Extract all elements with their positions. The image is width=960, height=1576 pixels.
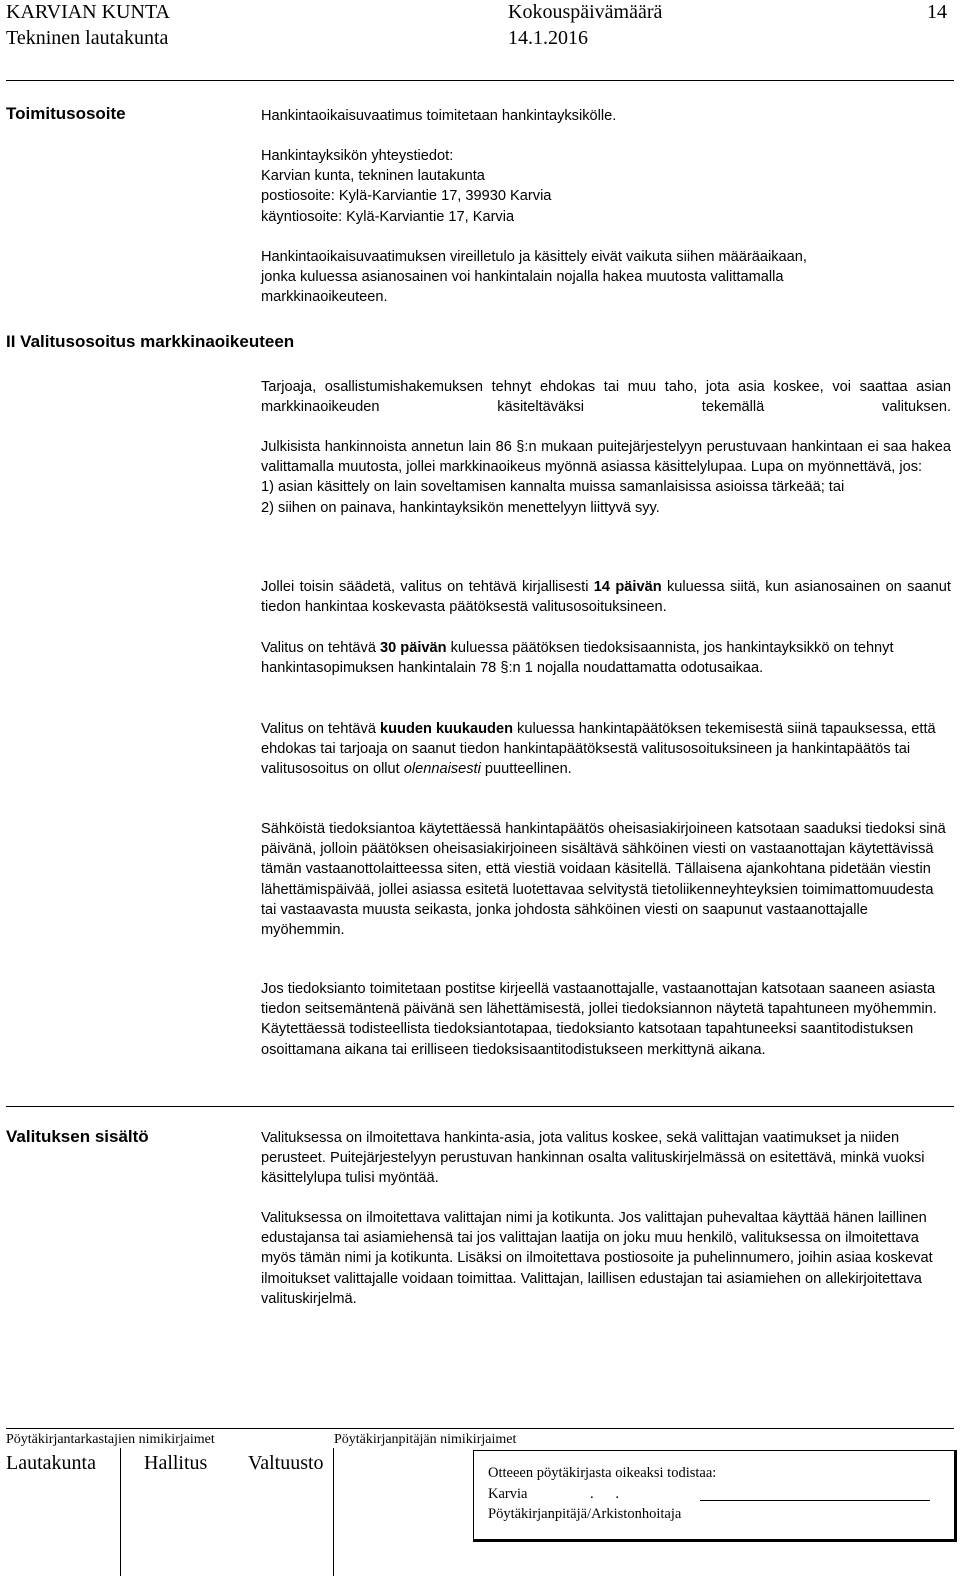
appeal-paragraph-5 — [261, 719, 951, 780]
appeal-condition-1: 1) asian käsittely on lain soveltamisen kannalta muissa samanlaisissa asioissa tärkeää; tai — [261, 479, 845, 496]
appeal-content-paragraph-1: Valituksessa on ilmoitettava hankinta-asia, jota valitus koskee, sekä valittajan vaatimukset ja niiden perusteet. Puitejärjestelyyn perustuvan hankinnan osalta valituskirjelmässä on esitettävä, minkä vuoksi käsittelylupa tulisi myöntää. — [261, 1130, 925, 1187]
certification-text: Otteeen pöytäkirjasta oikeaksi todistaa: — [488, 1465, 717, 1481]
footer-col-board: Lautakunta — [6, 1452, 96, 1474]
appeal-paragraph-2-body: Julkisista hankinnoista annetun lain 86 §:n mukaan puitejärjestelyyn perustuvaan hankintaan ei saa hakea valittamalla muutosta, jollei markkinaoikeus myönnä asiassa käsittelylupaa. Lupa on myönnettävä, jos: — [261, 439, 951, 476]
appeal-paragraph-6: Sähköistä tiedoksiantoa käytettäessä hankintapäätös oheisasiakirjoineen katsotaan saaduksi tiedoksi sinä päivänä, jolloin päätöksen oheisasiakirjoineen sisältävä sähköinen viesti on vastaanottajan käytettävissä tämän vastaanottolaitteessa siten, että viestiä voidaan käsitellä. Tällaisena ajankohtana pidetään viestin lähettämispäivää, jollei asiassa esitetä luotettavaa selvitystä tietoliikenneyhteyksien toimimattomuudesta tai vastaavasta muusta seikasta, jonka johdosta sähköinen viesti on saapunut vastaanottajalle myöhemmin. — [261, 821, 946, 939]
keeper-initials-label: Pöytäkirjanpitäjän nimikirjaimet — [334, 1432, 517, 1447]
section-divider — [6, 1106, 954, 1107]
deadline-14-days: 14 päivän — [593, 579, 662, 595]
header-divider — [6, 80, 954, 81]
contact-line: postiosoite: Kylä-Karviantie 17, 39930 Karvia — [261, 188, 552, 205]
note-line: markkinaoikeuteen. — [261, 289, 388, 306]
signature-line — [700, 1500, 930, 1501]
footer-column-divider — [333, 1448, 334, 1576]
text-span: kuluessa hankintapäätöksen tekemisestä siinä tapauksessa, että ehdokas tai tarjoaja on saanut tiedon hankintapäätöksestä valitusosoituksineen ja hankintapäätös tai valitusosoitus on ollut — [261, 721, 936, 778]
meeting-date: 14.1.2016 — [508, 27, 588, 49]
appeal-condition-2: 2) siihen on painava, hankintayksikön menettelyyn liittyvä syy. — [261, 499, 660, 516]
appeal-paragraph-4 — [261, 638, 951, 678]
delivery-address-label: Toimitusosoite — [6, 104, 126, 123]
appeal-content-paragraph-2: Valituksessa on ilmoitettava valittajan nimi ja kotikunta. Jos valittajan puhevaltaa käyttää hänen laillinen edustajansa tai asiamiehensä tai jos valittajan laatija on joku muu henkilö, valituksessa on ilmoitettava myös tämän nimi ja kotikunta. Lisäksi on ilmoitettava postiosoite ja puhelinnumero, joihin asiaa koskevat ilmoitukset valittajalle voidaan toimittaa. Valittajan, laillisen edustajan tai asiamiehen on allekirjoitettava valituskirjelmä. — [261, 1210, 933, 1307]
appeal-paragraph-7: Jos tiedoksianto toimitetaan postitse kirjeellä vastaanottajalle, vastaanottajan katsotaan saaneen asiasta tiedon seitsemäntenä päivänä sen lähettämisestä, jollei tiedoksiannon näytetä tapahtuneen myöhemmin. Käytettäessä todisteellista tiedoksiantotapaa, tiedoksianto katsotaan tapahtuneeksi saantitodistuksen osoittamana aikana tai erilliseen tiedoksisaantitodistukseen merkittynä aikana. — [261, 981, 937, 1058]
certification-role: Pöytäkirjanpitäjä/Arkistonhoitaja — [488, 1506, 682, 1522]
footer-divider — [6, 1428, 954, 1429]
appeal-section-label: II Valitusosoitus markkinaoikeuteen — [6, 332, 295, 351]
contact-line: käyntiosoite: Kylä-Karviantie 17, Karvia — [261, 208, 515, 225]
text-span: Jollei toisin säädetä, valitus on tehtävä kirjallisesti — [261, 579, 594, 595]
footer-col-council: Valtuusto — [248, 1452, 324, 1474]
appeal-paragraph-2 — [261, 437, 951, 518]
delivery-text: Hankintaoikaisuvaatimus toimitetaan hankintayksikölle. — [261, 108, 617, 124]
municipality-name: KARVIAN KUNTA — [6, 1, 171, 23]
checkers-initials-label: Pöytäkirjantarkastajien nimikirjaimet — [6, 1432, 215, 1447]
certification-box — [473, 1450, 957, 1542]
appeal-content-label: Valituksen sisältö — [6, 1127, 149, 1146]
text-span: Valitus on tehtävä — [261, 640, 380, 656]
text-span: kuluessa päätöksen tiedoksisaannista, jos hankintayksikkö on tehnyt hankintasopimuksen hankintalain 78 §:n 1 nojalla noudattamatta odotusaikaa. — [261, 640, 894, 677]
page-number: 14 — [927, 1, 947, 23]
emphasis-text: olennaisesti — [403, 761, 481, 778]
meeting-date-label: Kokouspäivämäärä — [508, 1, 663, 23]
note-line: jonka kuluessa asianosainen voi hankintalain nojalla hakea muutosta valittamalla — [261, 269, 784, 286]
contact-details — [261, 146, 951, 227]
appeal-paragraph-3 — [261, 577, 951, 617]
footer-col-government: Hallitus — [144, 1452, 208, 1474]
note-line: Hankintaoikaisuvaatimuksen vireilletulo ja käsittely eivät vaikuta siihen määräaikaan, — [261, 249, 807, 265]
contact-line: Hankintayksikön yhteystiedot: — [261, 148, 454, 164]
certification-place: Karvia — [488, 1486, 528, 1502]
text-span: kuluessa siitä, kun asianosainen on saanut tiedon hankintaa koskevasta päätöksestä valitusosoituksineen. — [261, 579, 951, 616]
text-span: puutteellinen. — [480, 761, 572, 778]
footer-column-divider — [120, 1448, 121, 1576]
deadline-30-days: 30 päivän — [380, 640, 447, 656]
committee-name: Tekninen lautakunta — [6, 27, 169, 49]
contact-line: Karvian kunta, tekninen lautakunta — [261, 168, 485, 185]
text-span: Valitus on tehtävä — [261, 721, 380, 737]
rectification-note — [261, 247, 951, 308]
appeal-paragraph-1: Tarjoaja, osallistumishakemuksen tehnyt ehdokas tai muu taho, jota asia koskee, voi saattaa asian markkinaoikeuden käsiteltäväksi tekemällä valituksen. — [261, 379, 951, 416]
deadline-six-months: kuuden kuukauden — [380, 721, 513, 737]
certification-date-dots: . . — [590, 1486, 619, 1502]
